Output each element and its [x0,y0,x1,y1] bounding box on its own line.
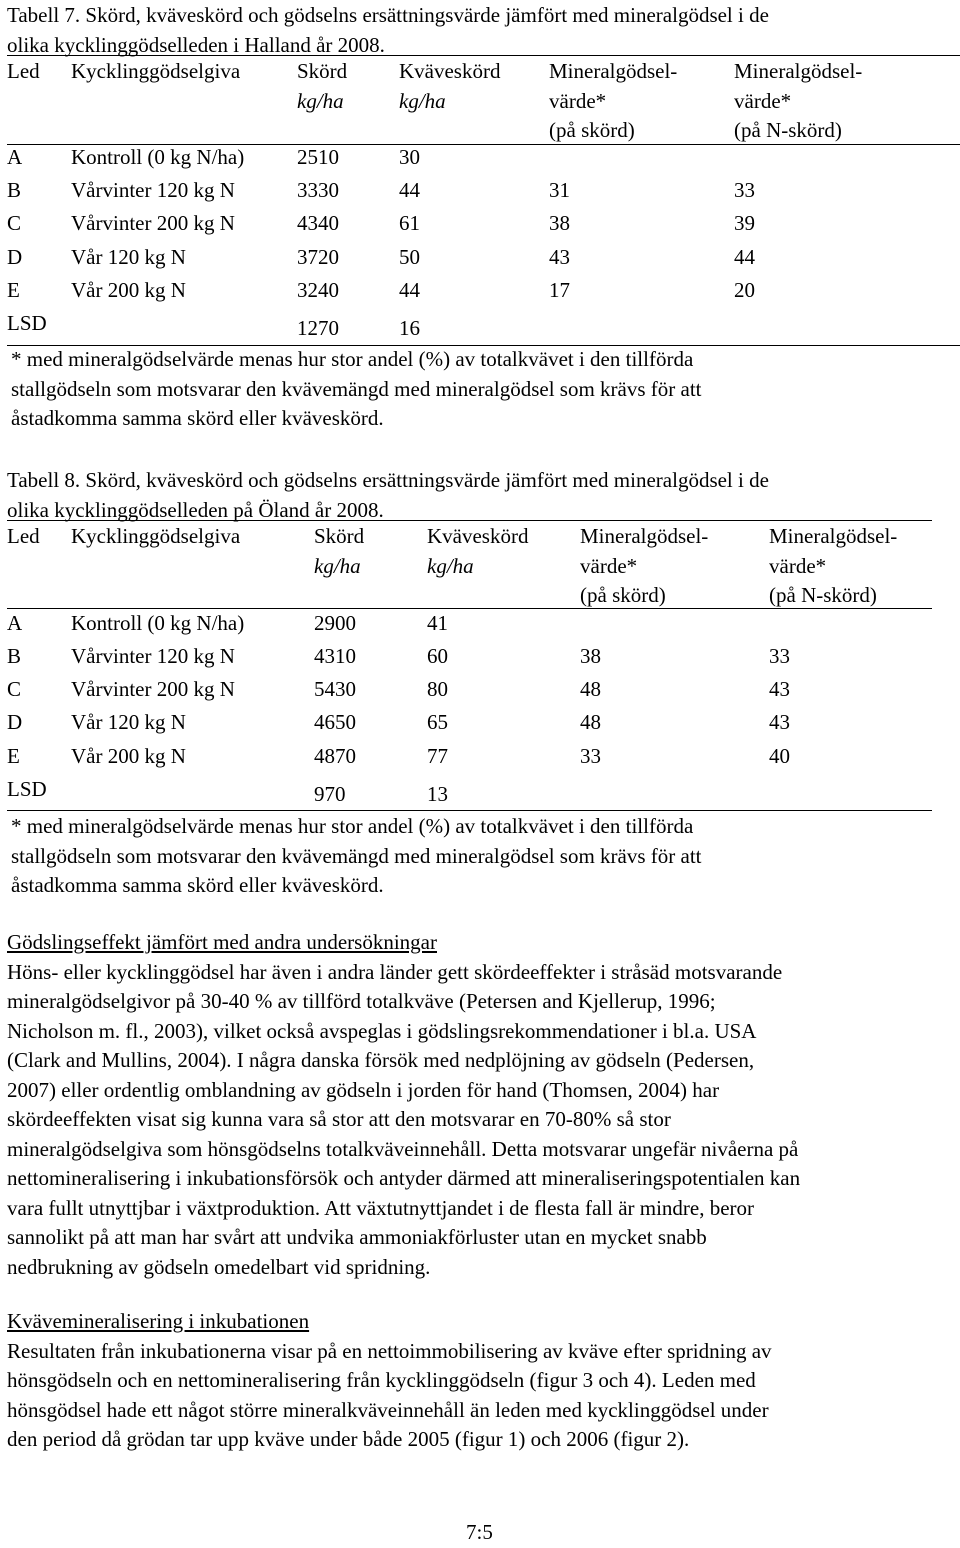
cell-kvave: 61 [399,211,420,235]
header-min1-l1: Mineralgödsel- [549,59,678,83]
cell-giva: Vår 200 kg N [71,278,186,302]
header-min2-l1: Mineralgödsel- [734,59,863,83]
cell-giva: Vår 120 kg N [71,710,186,734]
table8-footnote-line2: stallgödseln som motsvarar den kvävemängd med mineralgödsel som krävs för att [11,843,702,868]
header-skord [297,57,347,116]
cell-led: B [7,644,22,668]
cell-kvave: 44 [399,278,420,302]
header-kvave-label: Kväveskörd [399,59,501,83]
table7-caption [7,1,769,60]
cell-min2: 40 [769,744,790,768]
section-heading: Gödslingseffekt jämfört med andra undersökningar [7,930,437,954]
paragraph-line: (Clark and Mullins, 2004). I några danska försök med nedplöjning av gödseln (Pedersen, [7,1048,755,1072]
paragraph-line: mineralgödselgivor på 30-40 % av tillförd totalkväve (Petersen and Kjellerup, 1996; [7,989,716,1013]
cell-min2: 39 [734,211,755,235]
cell-min2: 43 [769,677,790,701]
cell-lsd-label: LSD [7,777,47,801]
paragraph-line: hönsgödsel hade ett något större mineralkväveinnehåll än leden med kycklinggödsel under [7,1397,769,1422]
header-min2-l1: Mineralgödsel- [769,524,898,548]
cell-skord: 2900 [314,611,356,635]
cell-min2: 20 [734,278,755,302]
cell-kvave: 50 [399,245,420,269]
cell-giva: Vårvinter 200 kg N [71,211,235,235]
table8-footnote-line1: * med mineralgödselvärde menas hur stor andel (%) av totalkvävet i den tillförda [11,814,694,838]
cell-lsd-kvave: 16 [399,316,420,340]
header-kvave [427,522,528,581]
header-min1-l2: värde* [580,553,638,578]
cell-min1: 43 [549,245,570,269]
cell-giva: Kontroll (0 kg N/ha) [71,145,245,169]
header-min2-l2: värde* [769,553,827,578]
header-min2 [769,522,897,611]
header-kvave [399,57,500,116]
table8-header [7,522,932,612]
cell-giva: Vårvinter 120 kg N [71,644,235,668]
header-led: Led [7,59,40,83]
cell-led: E [7,744,20,768]
table7-caption-line2: olika kycklinggödselleden i Halland år 2008. [7,32,385,57]
cell-giva: Vårvinter 120 kg N [71,178,235,202]
paragraph-line: Resultaten från inkubationerna visar på en nettoimmobilisering av kväve efter spridning av [7,1338,772,1363]
table7-top-rule [7,55,960,56]
section-kvavemineralisering [7,1307,772,1455]
cell-led: C [7,211,22,235]
cell-led: A [7,145,23,169]
table7-footnote-line1: * med mineralgödselvärde menas hur stor andel (%) av totalkvävet i den tillförda [11,347,694,371]
table8-caption-line1: Tabell 8. Skörd, kväveskörd och gödselns ersättningsvärde jämfört med mineralgödsel i de [7,468,769,492]
paragraph-line: mineralgödselgiva som hönsgödselns totalkväveinnehåll. Detta motsvarar ungefär nivåerna på [7,1136,799,1161]
cell-led: D [7,245,23,269]
header-kvave-label: Kväveskörd [427,524,529,548]
paragraph-line: 2007) eller ordentlig omblandning av gödseln i jorden för hand (Thomsen, 2004) har [7,1077,720,1102]
paragraph-line: vara fullt utnyttjbar i växtproduktion. Att växtutnyttjandet i de flesta fall är mindre, beror [7,1195,755,1220]
cell-skord: 3720 [297,245,339,269]
header-skord-label: Skörd [314,524,365,548]
table7-footnote-line3: åstadkomma samma skörd eller kväveskörd. [11,406,384,430]
paragraph-line: skördeeffekten visat sig kunna vara så stor att den motsvarar en 70-80% så stor [7,1107,671,1131]
table7-header [7,57,960,147]
table7-footnote [11,345,702,434]
header-min1-l3: (på skörd) [549,118,635,142]
cell-giva: Vår 120 kg N [71,245,186,269]
header-kvave-unit: kg/ha [399,88,446,113]
cell-min1: 48 [580,677,601,701]
cell-skord: 4870 [314,744,356,768]
header-min1 [580,522,708,611]
table8-bottom-rule [7,810,932,811]
cell-led: E [7,278,20,302]
header-min2-l3: (på N-skörd) [734,118,842,142]
cell-skord: 3330 [297,178,339,202]
page-number: 7:5 [466,1520,493,1544]
cell-lsd-kvave: 13 [427,782,448,806]
table8-footnote-line3: åstadkomma samma skörd eller kväveskörd. [11,873,384,897]
header-min1-l3: (på skörd) [580,583,666,607]
paragraph-line: hönsgödseln och en nettomineralisering från kycklinggödseln (figur 3 och 4). Leden med [7,1368,756,1392]
cell-min2: 33 [734,178,755,202]
cell-led: D [7,710,23,734]
paragraph-line: nedbrukning av gödseln omedelbart vid spridning. [7,1254,431,1279]
cell-lsd-skord: 970 [314,782,346,806]
cell-min1: 48 [580,710,601,734]
table8-caption-line2: olika kycklinggödselleden på Öland år 2008. [7,497,384,522]
table7-footnote-line2: stallgödseln som motsvarar den kvävemängd med mineralgödsel som krävs för att [11,376,702,401]
header-skord-unit: kg/ha [297,88,344,113]
cell-skord: 4310 [314,644,356,668]
cell-kvave: 80 [427,677,448,701]
cell-skord: 3240 [297,278,339,302]
cell-giva: Vår 200 kg N [71,744,186,768]
table8-footnote [11,812,702,901]
header-giva: Kycklinggödselgiva [71,59,241,83]
header-min1-l1: Mineralgödsel- [580,524,709,548]
header-min2-l2: värde* [734,88,792,113]
cell-min2: 44 [734,245,755,269]
header-led: Led [7,524,40,548]
paragraph-line: Nicholson m. fl., 2003), vilket också avspeglas i gödslingsrekommendationer i bl.a. USA [7,1018,757,1043]
header-skord-label: Skörd [297,59,348,83]
paragraph-line: nettomineralisering i inkubationsförsök och antyder därmed att mineraliseringspotentialen kan [7,1166,801,1190]
cell-kvave: 77 [427,744,448,768]
header-min2 [734,57,862,146]
cell-kvave: 65 [427,710,448,734]
cell-led: A [7,611,23,635]
header-skord-unit: kg/ha [314,553,361,578]
cell-lsd-label: LSD [7,311,47,335]
table7-caption-line1: Tabell 7. Skörd, kväveskörd och gödselns ersättningsvärde jämfört med mineralgödsel i de [7,3,769,27]
cell-kvave: 30 [399,145,420,169]
paragraph-line: den period då grödan tar upp kväve under både 2005 (figur 1) och 2006 (figur 2). [7,1427,690,1451]
cell-lsd-skord: 1270 [297,316,339,340]
cell-skord: 2510 [297,145,339,169]
cell-giva: Vårvinter 200 kg N [71,677,235,701]
cell-min2: 33 [769,644,790,668]
cell-min1: 38 [549,211,570,235]
cell-led: B [7,178,22,202]
cell-min1: 17 [549,278,570,302]
cell-kvave: 41 [427,611,448,635]
section-godslingseffekt [7,928,800,1282]
cell-kvave: 60 [427,644,448,668]
cell-giva: Kontroll (0 kg N/ha) [71,611,245,635]
header-min1 [549,57,677,146]
header-min1-l2: värde* [549,88,607,113]
header-skord [314,522,364,581]
paragraph-line: sannolikt på att man har svårt att undvika ammoniakförluster utan en mycket snabb [7,1225,707,1249]
header-min2-l3: (på N-skörd) [769,583,877,607]
header-kvave-unit: kg/ha [427,553,474,578]
cell-min1: 33 [580,744,601,768]
section-heading: Kvävemineralisering i inkubationen [7,1309,310,1333]
cell-skord: 4340 [297,211,339,235]
cell-min2: 43 [769,710,790,734]
cell-min1: 38 [580,644,601,668]
cell-skord: 4650 [314,710,356,734]
paragraph-line: Höns- eller kycklinggödsel har även i andra länder gett skördeeffekter i stråsäd motsvarande [7,959,783,984]
table8-top-rule [7,520,932,521]
cell-kvave: 44 [399,178,420,202]
header-giva: Kycklinggödselgiva [71,524,241,548]
cell-min1: 31 [549,178,570,202]
table8-caption [7,466,769,525]
cell-led: C [7,677,22,701]
cell-skord: 5430 [314,677,356,701]
